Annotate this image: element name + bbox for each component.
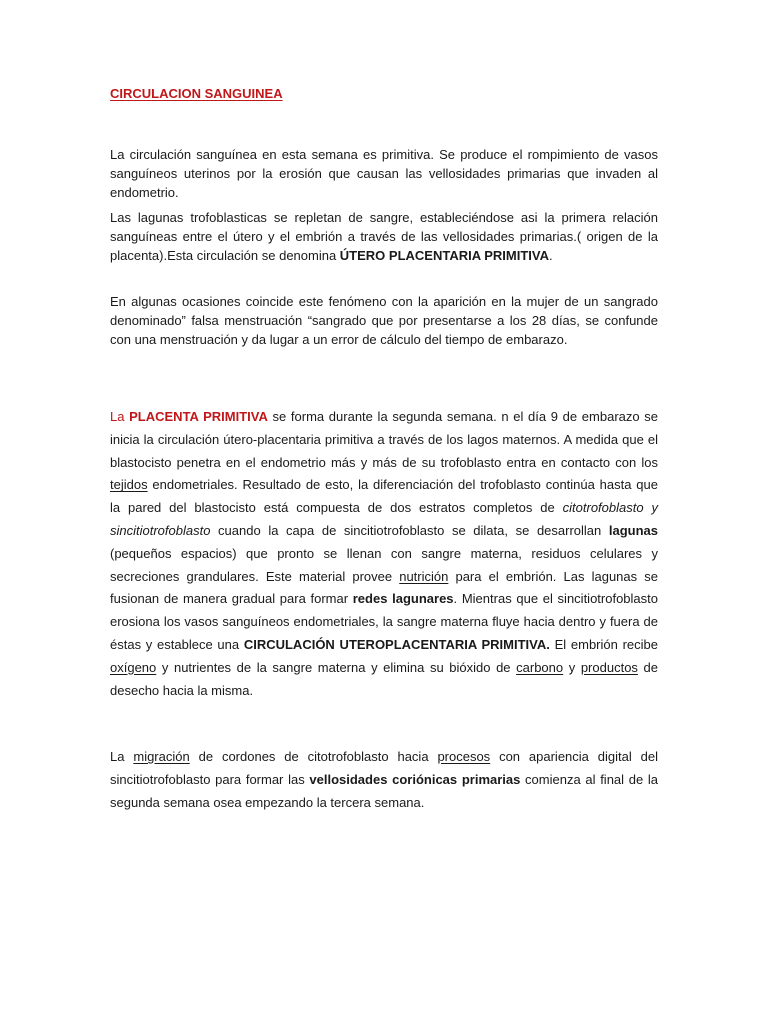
paragraph-text: El embrión recibe bbox=[549, 636, 658, 652]
paragraph-text: con apariencia digital del sincitiotrofoblasto para formar las bbox=[110, 749, 658, 787]
paragraph-text: La bbox=[110, 409, 130, 424]
paragraph-text: y bbox=[563, 659, 581, 675]
paragraph-circulation-intro bbox=[110, 145, 658, 202]
italic-term: citotrofoblasto y sincitiotrofoblasto bbox=[110, 500, 658, 538]
paragraph-text: En algunas ocasiones coincide este fenómeno con la aparición en la mujer de un sangrado denominado” falsa menstruación “sangrado que por presentarse a los 28 días, se confunde con una menstruación y da lugar a un error de cálculo del tiempo de embarazo. bbox=[110, 294, 658, 347]
paragraph-lagunas bbox=[110, 208, 658, 265]
paragraph-text: Las lagunas trofoblasticas se repletan de sangre, estableciéndose asi la primera relación sanguíneas entre el útero y el embrión a través de las vellosidades primarias.( origen de la placenta).Esta circulación se denomina bbox=[110, 210, 658, 263]
document-title: CIRCULACION SANGUINEA bbox=[110, 86, 283, 101]
link-procesos[interactable]: procesos bbox=[437, 749, 491, 764]
link-productos[interactable]: productos bbox=[580, 659, 638, 675]
paragraph-text: de desecho hacia la misma. bbox=[110, 659, 658, 698]
bold-term: CIRCULACIÓN UTEROPLACENTARIA PRIMITIVA. bbox=[243, 636, 550, 652]
paragraph-false-menstruation bbox=[110, 292, 658, 349]
highlight-term: PLACENTA PRIMITIVA bbox=[129, 409, 268, 424]
paragraph-text: cuando la capa de sincitiotrofoblasto se dilata, se desarrollan bbox=[210, 522, 609, 538]
bold-term: ÚTERO PLACENTARIA PRIMITIVA bbox=[339, 248, 549, 263]
bold-term: lagunas bbox=[608, 522, 658, 538]
paragraph-vellosidades bbox=[110, 746, 658, 814]
paragraph-text: de cordones de citotrofoblasto hacia bbox=[189, 749, 438, 764]
paragraph-placenta-primitiva bbox=[110, 406, 658, 702]
paragraph-text: La bbox=[110, 749, 134, 764]
link-tejidos[interactable]: tejidos bbox=[110, 477, 148, 493]
link-carbono[interactable]: carbono bbox=[516, 659, 564, 675]
link-migracion[interactable]: migración bbox=[133, 749, 190, 764]
bold-term: vellosidades coriónicas primarias bbox=[309, 771, 521, 787]
paragraph-text: . Mientras que el sincitiotrofoblasto erosiona los vasos sanguíneos endometriales, la sangre materna fluye hacia dentro y fuera de éstas y establece una bbox=[110, 591, 658, 652]
paragraph-text: . bbox=[549, 248, 553, 263]
paragraph-text: comienza al final de la segunda semana osea empezando la tercera semana. bbox=[110, 771, 658, 810]
bold-term: redes lagunares bbox=[352, 591, 454, 607]
link-nutricion[interactable]: nutrición bbox=[399, 568, 449, 584]
paragraph-text: La circulación sanguínea en esta semana es primitiva. Se produce el rompimiento de vasos sanguíneos uterinos por la erosión que causan las vellosidades primarias que invaden al endometrio. bbox=[110, 147, 658, 200]
link-oxigeno[interactable]: oxígeno bbox=[110, 659, 157, 675]
paragraph-text: (pequeños espacios) que pronto se llenan con sangre materna, residuos celulares y secreciones grandulares. Este material provee bbox=[110, 545, 658, 584]
paragraph-text: y nutrientes de la sangre materna y elimina su bióxido de bbox=[156, 659, 517, 675]
paragraph-text: endometriales. Resultado de esto, la diferenciación del trofoblasto continúa hasta que la pared del blastocisto está compuesta de dos estratos completos de bbox=[110, 477, 658, 516]
paragraph-text: para el embrión. Las lagunas se fusionan de manera gradual para formar bbox=[110, 568, 658, 607]
paragraph-text: se forma durante la segunda semana. n el día 9 de embarazo se inicia la circulación útero-placentaria primitiva a través de los lagos maternos. A medida que el blastocisto penetra en el endometrio más y más de su trofoblasto entra en contacto con los bbox=[110, 409, 658, 470]
